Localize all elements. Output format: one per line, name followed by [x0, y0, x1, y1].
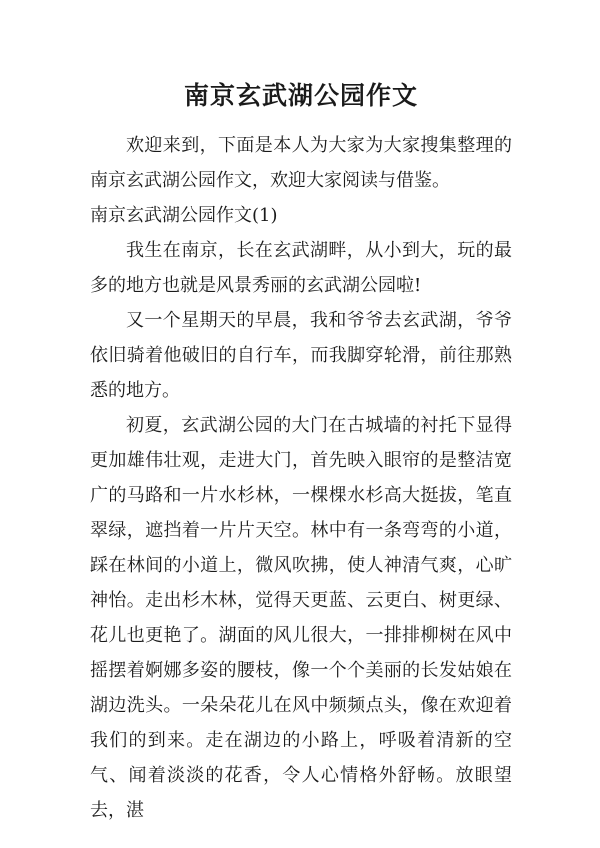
- body-paragraph-1: 我生在南京，长在玄武湖畔，从小到大，玩的最多的地方也就是风景秀丽的玄武湖公园啦!: [90, 240, 512, 296]
- intro-paragraph: 欢迎来到，下面是本人为大家为大家搜集整理的南京玄武湖公园作文，欢迎大家阅读与借鉴。: [90, 135, 512, 191]
- document-title: 南京玄武湖公园作文: [183, 81, 418, 110]
- body-paragraph-2: 又一个星期天的早晨，我和爷爷去玄武湖，爷爷依旧骑着他破旧的自行车，而我脚穿轮滑，前往那熟悉的地方。: [90, 310, 512, 401]
- section-heading: 南京玄武湖公园作文(1): [90, 205, 278, 226]
- body-paragraph-3: 初夏，玄武湖公园的大门在古城墙的衬托下显得更加雄伟壮观，走进大门，首先映入眼帘的是整洁宽广的马路和一片水杉林，一棵棵水杉高大挺拔，笔直翠绿，遮挡着一片片天空。林中有一条弯弯的小道，踩在林间的小道上，微风吹拂，使人神清气爽，心旷神怡。走出杉木林，觉得天更蓝、云更白、树更绿、花儿也更艳了。湖面的风儿很大，一排排柳树在风中摇摆着婀娜多姿的腰枝，像一个个美丽的长发姑娘在湖边洗头。一朵朵花儿在风中频频点头，像在欢迎着我们的到来。走在湖边的小路上，呼吸着清新的空气、闻着淡淡的花香，令人心情格外舒畅。放眼望去，湛: [90, 415, 512, 821]
